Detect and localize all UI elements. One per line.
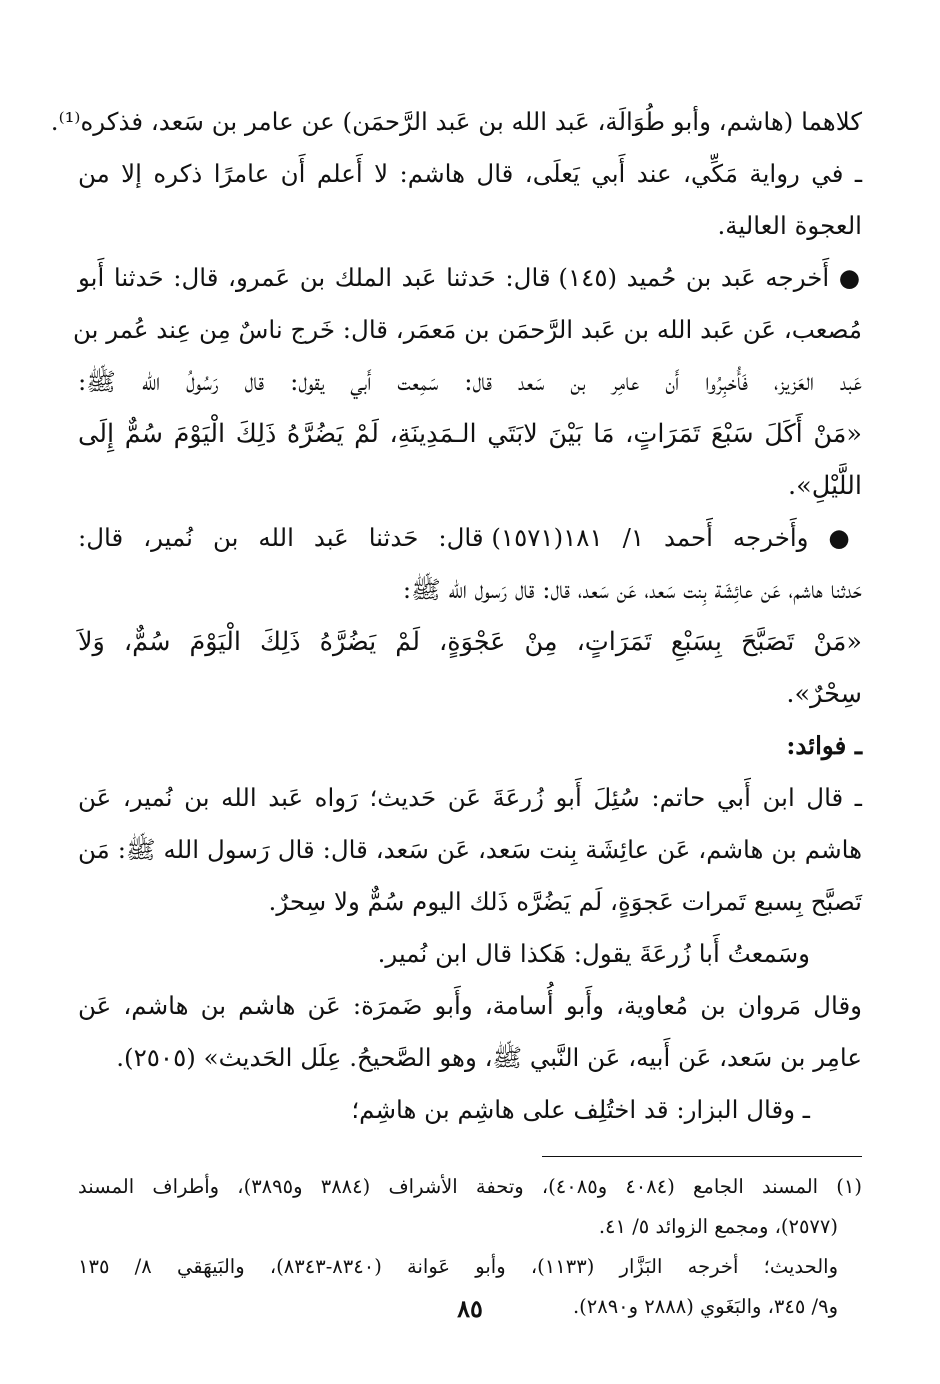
hadith-line: سِحْرٌ». (786, 679, 862, 709)
text-line: عامِر بن سَعد، عَن أَبيه، عَن النَّبي ﷺ، وهو الصَّحيحُ. عِلَل الحَديث» (٢٥٠٥). (116, 1043, 862, 1072)
text-line: وقال مَروان بن مُعاوية، وأَبو أُسامة، وأَبو ضَمرَة: عَن هاشم بن هاشم، عَن (78, 991, 862, 1020)
footnote-separator (542, 1156, 862, 1157)
text-line: كلاهما (هاشم، وأبو طُوَالَة، عَبد الله بن عَبد الرَّحمَن) عن عامر بن سَعد، فذكره⁽¹⁾. (50, 107, 862, 136)
main-text (50, 96, 863, 1136)
footnote-line: (٢٥٧٧)، ومجمع الزوائد ٥/ ٤١. (598, 1215, 838, 1238)
text-line: عَبد العَزيز، فَأُخبِرُوا أَن عامِر بن سَعد قال: سَمِعت أَبي يقول: قال رَسُولُ الله ﷺ: (78, 367, 862, 396)
section-heading: ـ فوائد: (786, 731, 862, 760)
footnote-line: و٩/ ٣٤٥، والبَغَوي (٢٨٨٨ و٢٨٩٠). (572, 1295, 838, 1318)
text-line: ـ وقال البزار: قد اختُلِف على هاشِم بن هاشِم؛ (351, 1095, 810, 1124)
text-line: العجوة العالية. (717, 211, 862, 240)
hadith-line: «مَنْ أَكَلَ سَبْعَ تَمَرَاتٍ، مَا بَيْنَ لابَتَي الـمَدِينَةِ، لَمْ يَضُرَّهُ ذَلِكَ الْيَوْمَ سُمٌّ إِلَى (78, 419, 862, 449)
text-line: حَدثنا هاشم، عَن عائِشَة بِنت سَعد، عَن سَعد، قال: قال رَسول الله ﷺ: (402, 575, 862, 604)
text-line: وسَمعتُ أَبا زُرعَةَ يقول: هَكذا قال ابن نُمير. (377, 939, 810, 968)
text-line: تَصبَّح بِسبع تَمرات عَجوَةٍ، لَم يَضُرَّه ذَلك اليوم سُمٌّ ولا سِحرٌ. (268, 887, 862, 916)
text-line: هاشم بن هاشم، عَن عائِشَة بِنت سَعد، عَن سَعد، قال: قال رَسول الله ﷺ: مَن (78, 835, 862, 864)
footnote-line: والحديث؛ أخرجه البَزَّار (١١٣٣)، وأبو عَوانة (٨٣٤٠-٨٣٤٣)، والبَيهَقي ٨/ ١٣٥ (78, 1255, 839, 1278)
text-line: ● وأَخرجه أَحمد ١/ ١٨١(١٥٧١) قال: حَدثنا عَبد الله بن نُمير، قال: (78, 523, 862, 552)
text-line: ـ في رواية مَكِّي، عند أَبي يَعلَى، قال هاشم: لا أَعلم أَن عامرًا ذكره إلا من (78, 159, 862, 188)
text-line: مُصعب، عَن عَبد الله بن عَبد الرَّحمَن بن مَعمَر، قال: خَرج ناسٌ مِن عِند عُمر بن (72, 315, 862, 344)
hadith-line: «مَنْ تَصَبَّحَ بِسَبْعِ تَمَرَاتٍ، مِنْ عَجْوَةٍ، لَمْ يَضُرَّهُ ذَلِكَ الْيَوْمَ سُمٌّ، وَلاَ (78, 627, 862, 657)
page-number: ٨٥ (457, 1294, 483, 1323)
hadith-line: اللَّيْلِ». (787, 471, 862, 501)
text-line: ● أَخرجه عَبد بن حُميد (١٤٥) قال: حَدثنا عَبد الملك بن عَمرو، قال: حَدثنا أَبو (78, 263, 863, 292)
footnote-line: (١) المسند الجامع (٤٠٨٤ و٤٠٨٥)، وتحفة الأشراف (٣٨٨٤ و٣٨٩٥)، وأطراف المسند (78, 1175, 862, 1198)
text-line: ـ قال ابن أَبي حاتم: سُئِلَ أَبو زُرعَةَ عَن حَديث؛ رَواه عَبد الله بن نُمير، عَن (78, 783, 862, 812)
